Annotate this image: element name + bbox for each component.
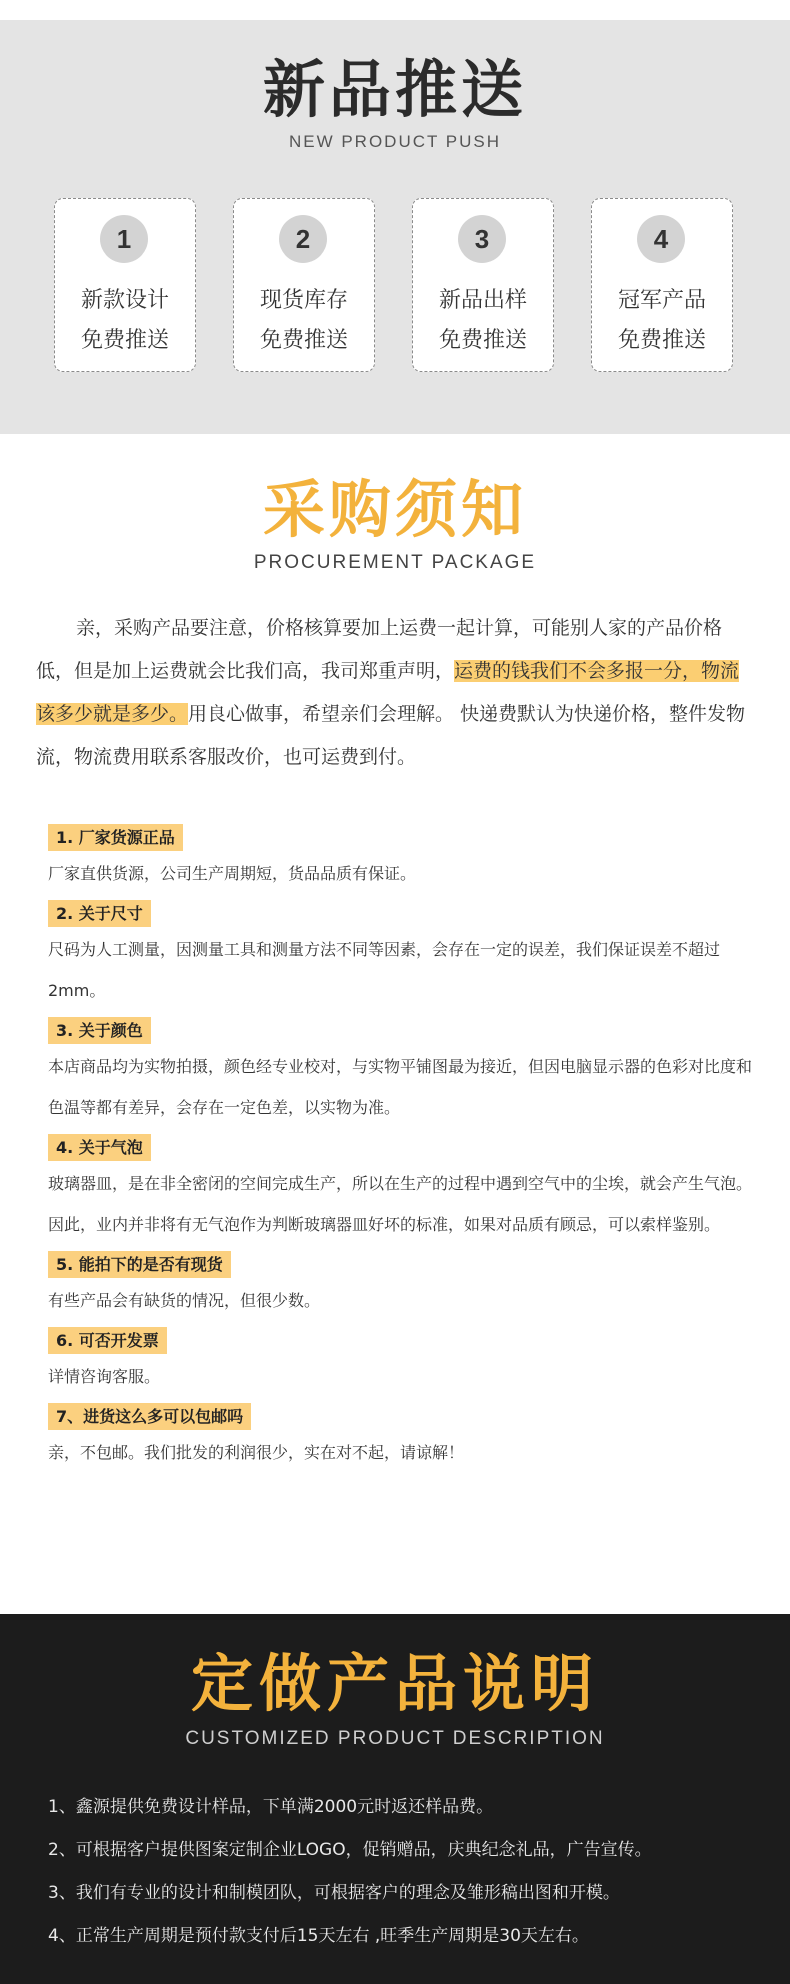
custom-list-item: 3、我们有专业的设计和制模团队，可根据客户的理念及雏形稿出图和开模。 bbox=[48, 1883, 620, 1903]
faq-answer: 厂家直供货源，公司生产周期短，货品品质有保证。 bbox=[48, 864, 417, 883]
faq-question: 7、进货这么多可以包邮吗 bbox=[48, 1403, 251, 1430]
push-card-4 bbox=[591, 198, 733, 372]
card-line1: 现货库存 bbox=[259, 288, 348, 313]
faq-question: 5. 能拍下的是否有现货 bbox=[48, 1251, 231, 1278]
push-subtitle: NEW PRODUCT PUSH bbox=[288, 132, 502, 151]
custom-list bbox=[48, 1786, 768, 1958]
card-line1: 新款设计 bbox=[80, 288, 169, 313]
push-card-2 bbox=[233, 198, 375, 372]
push-card-3 bbox=[412, 198, 554, 372]
card-line1: 冠军产品 bbox=[617, 288, 706, 313]
faq-answer: 尺码为人工测量，因测量工具和测量方法不同等因素，会存在一定的误差，我们保证误差不超过2mm。 bbox=[48, 940, 721, 1000]
customized-product-section bbox=[0, 1614, 790, 1984]
card-line2: 免费推送 bbox=[80, 328, 169, 353]
custom-title: 定做产品说明 bbox=[190, 1647, 599, 1720]
custom-subtitle: CUSTOMIZED PRODUCT DESCRIPTION bbox=[185, 1728, 605, 1749]
faq-question: 3. 关于颜色 bbox=[48, 1017, 151, 1044]
push-cards bbox=[54, 198, 734, 374]
faq-answer: 有些产品会有缺货的情况，但很少数。 bbox=[48, 1291, 321, 1310]
intro-highlight: 运费的钱我们不会多报一分，物流该多少就是多少。 bbox=[36, 660, 740, 725]
faq-question: 1. 厂家货源正品 bbox=[48, 824, 183, 851]
card-line1: 新品出样 bbox=[438, 288, 527, 313]
faq-question: 6. 可否开发票 bbox=[48, 1327, 167, 1354]
procurement-title: 采购须知 bbox=[262, 473, 527, 546]
custom-list-item: 2、可根据客户提供图案定制企业LOGO，促销赠品，庆典纪念礼品，广告宣传。 bbox=[48, 1840, 652, 1860]
new-product-push-section bbox=[0, 20, 790, 434]
custom-list-item: 1、鑫源提供免费设计样品，下单满2000元时返还样品费。 bbox=[48, 1797, 494, 1817]
push-card-1 bbox=[54, 198, 196, 372]
procurement-intro bbox=[36, 607, 756, 779]
procurement-subtitle: PROCUREMENT PACKAGE bbox=[253, 552, 537, 573]
faq-answer: 本店商品均为实物拍摄，颜色经专业校对，与实物平铺图最为接近，但因电脑显示器的色彩对比度和色温等都有差异，会存在一定色差，以实物为准。 bbox=[48, 1057, 753, 1117]
faq-question: 2. 关于尺寸 bbox=[48, 900, 151, 927]
card-number-badge: 1 bbox=[100, 215, 148, 263]
intro-text-after: 用良心做事，希望亲们会理解。 快递费默认为快递价格，整件发物流，物流费用联系客服改价，也可运费到付。 bbox=[36, 703, 746, 768]
card-line2: 免费推送 bbox=[259, 328, 348, 353]
intro-text-before: 亲，采购产品要注意，价格核算要加上运费一起计算，可能别人家的产品价格低，但是加上运费就会比我们高，我司郑重声明， bbox=[36, 617, 723, 682]
push-title: 新品推送 bbox=[262, 53, 527, 126]
card-number-badge: 3 bbox=[458, 215, 506, 263]
card-line2: 免费推送 bbox=[438, 328, 527, 353]
card-number-badge: 4 bbox=[637, 215, 685, 263]
faq-answer: 亲，不包邮。我们批发的利润很少，实在对不起，请谅解！ bbox=[48, 1443, 465, 1462]
card-number-badge: 2 bbox=[279, 215, 327, 263]
procurement-faq bbox=[48, 820, 754, 1475]
faq-answer: 玻璃器皿，是在非全密闭的空间完成生产，所以在生产的过程中遇到空气中的尘埃，就会产生气泡。因此，业内并非将有无气泡作为判断玻璃器皿好坏的标准，如果对品质有顾忌，可以索样鉴别。 bbox=[48, 1174, 753, 1234]
faq-answer: 详情咨询客服。 bbox=[48, 1367, 161, 1386]
card-line2: 免费推送 bbox=[617, 328, 706, 353]
custom-list-item: 4、正常生产周期是预付款支付后15天左右 ,旺季生产周期是30天左右。 bbox=[48, 1926, 589, 1946]
faq-question: 4. 关于气泡 bbox=[48, 1134, 151, 1161]
